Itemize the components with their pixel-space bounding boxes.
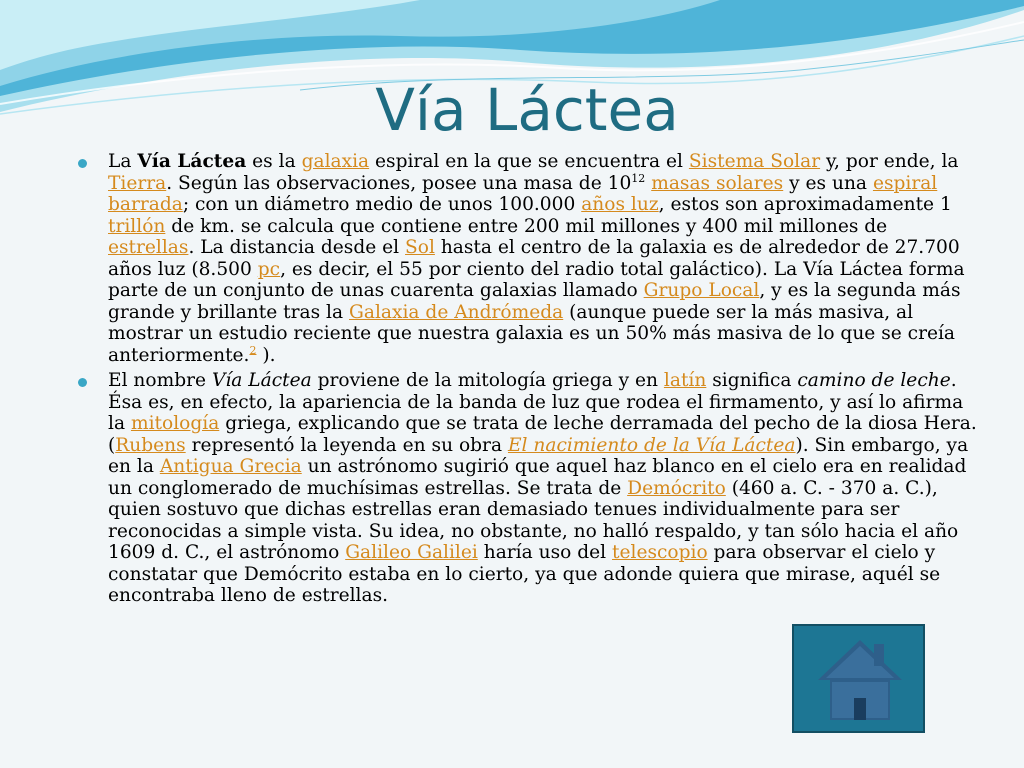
text-run: proviene de la mitología griega y en bbox=[311, 370, 664, 391]
link-trillon[interactable]: trillón bbox=[108, 215, 166, 237]
superscript-exponent: 12 bbox=[631, 171, 646, 185]
term-via-lactea-italic: Vía Láctea bbox=[211, 370, 312, 391]
text-run: (460 a. C. - 370 a. C.), quien sostuvo que dichas estrellas eran demasiado tenues individualmente para ser reconocidas a simple vista. Su idea, no obstante, no halló respaldo, y tan sólo hacia el año 1609 d. C., el astrónomo bbox=[108, 477, 959, 563]
link-democrito[interactable]: Demócrito bbox=[627, 477, 726, 499]
footnote-link[interactable]: 2 bbox=[249, 343, 257, 357]
text-run: de km. se calcula que contiene entre 200 mil millones y 400 mil millones de bbox=[165, 215, 888, 237]
text-run: significa bbox=[706, 370, 798, 391]
house-icon bbox=[794, 626, 927, 735]
link-sol[interactable]: Sol bbox=[405, 237, 435, 258]
link-galaxia-de-andromeda[interactable]: Galaxia de Andrómeda bbox=[349, 301, 564, 323]
text-run: ). Sin embargo, ya en la bbox=[108, 434, 969, 477]
link-el-nacimiento-de-la-via-lactea[interactable]: El nacimiento de la Vía Láctea bbox=[507, 434, 796, 456]
text-run: y, por ende, la bbox=[820, 151, 959, 172]
link-telescopio[interactable]: telescopio bbox=[612, 542, 708, 563]
paragraph-milky-way-description bbox=[78, 151, 978, 366]
text-run: un astrónomo sugirió que aquel haz blanco en el cielo era en realidad un conglomerado de muchísimas estrellas. Se trata de bbox=[108, 456, 967, 499]
link-latin[interactable]: latín bbox=[663, 370, 707, 391]
term-camino-de-leche: camino de leche bbox=[797, 370, 951, 391]
link-rubens[interactable]: Rubens bbox=[115, 434, 186, 456]
text-run: ). bbox=[256, 344, 276, 366]
text-run: La bbox=[108, 151, 138, 172]
link-mitologia[interactable]: mitología bbox=[130, 413, 220, 434]
slide-body bbox=[78, 151, 978, 611]
link-antigua-grecia[interactable]: Antigua Grecia bbox=[159, 456, 302, 477]
text-run: haría uso del bbox=[477, 542, 613, 563]
link-pc[interactable]: pc bbox=[257, 258, 281, 280]
text-run: , y es la segunda más grande y brillante tras la bbox=[108, 280, 961, 323]
text-run: es la bbox=[246, 151, 302, 172]
link-anos-luz[interactable]: años luz bbox=[581, 194, 659, 215]
text-run: . La distancia desde el bbox=[188, 237, 406, 258]
text-run: . Ésa es, en efecto, la apariencia de la banda de luz que rodea el firmamento, y así lo afirma la bbox=[108, 370, 964, 434]
text-run: y es una bbox=[783, 172, 873, 194]
link-grupo-local[interactable]: Grupo Local bbox=[643, 280, 760, 301]
bullet-icon bbox=[78, 159, 87, 168]
slide-title: Vía Láctea bbox=[375, 76, 679, 144]
text-run: griega, explicando que se trata de leche derramada del pecho de la diosa Hera. ( bbox=[108, 413, 977, 456]
text-run: representó la leyenda en su obra bbox=[185, 434, 508, 456]
home-button[interactable] bbox=[792, 624, 925, 733]
text-run: El nombre bbox=[108, 370, 212, 391]
text-run: hasta el centro de la galaxia es de alrededor de 27.700 años luz (8.500 bbox=[108, 237, 960, 280]
text-run: para observar el cielo y constatar que Demócrito estaba en lo cierto, ya que adonde quiera que mirase, aquél se encontraba lleno de estrellas. bbox=[108, 542, 941, 606]
link-estrellas[interactable]: estrellas bbox=[108, 237, 189, 258]
link-tierra[interactable]: Tierra bbox=[108, 172, 167, 194]
link-sistema-solar[interactable]: Sistema Solar bbox=[688, 151, 821, 172]
link-galileo-galilei[interactable]: Galileo Galilei bbox=[345, 542, 478, 563]
bullet-icon bbox=[78, 378, 87, 387]
paragraph-name-origin bbox=[78, 370, 978, 607]
text-run: , estos son aproximadamente 1 bbox=[658, 194, 952, 215]
text-run: (aunque puede ser la más masiva, al mostrar un estudio reciente que nuestra galaxia es un 50% más masiva de lo que se creía anteriormente. bbox=[108, 301, 956, 366]
link-masas-solares[interactable]: masas solares bbox=[651, 172, 784, 194]
text-run: ; con un diámetro medio de unos 100.000 bbox=[182, 194, 582, 215]
term-via-lactea: Vía Láctea bbox=[137, 151, 247, 172]
link-espiral-barrada[interactable]: espiral barrada bbox=[108, 172, 938, 215]
text-run: , es decir, el 55 por ciento del radio total galáctico). La Vía Láctea forma parte de un conjunto de unas cuarenta galaxias llamado bbox=[108, 258, 965, 301]
link-galaxia[interactable]: galaxia bbox=[301, 151, 370, 172]
text-run: espiral en la que se encuentra el bbox=[369, 151, 689, 172]
text-run: . Según las observaciones, posee una masa de 10 bbox=[166, 172, 632, 194]
